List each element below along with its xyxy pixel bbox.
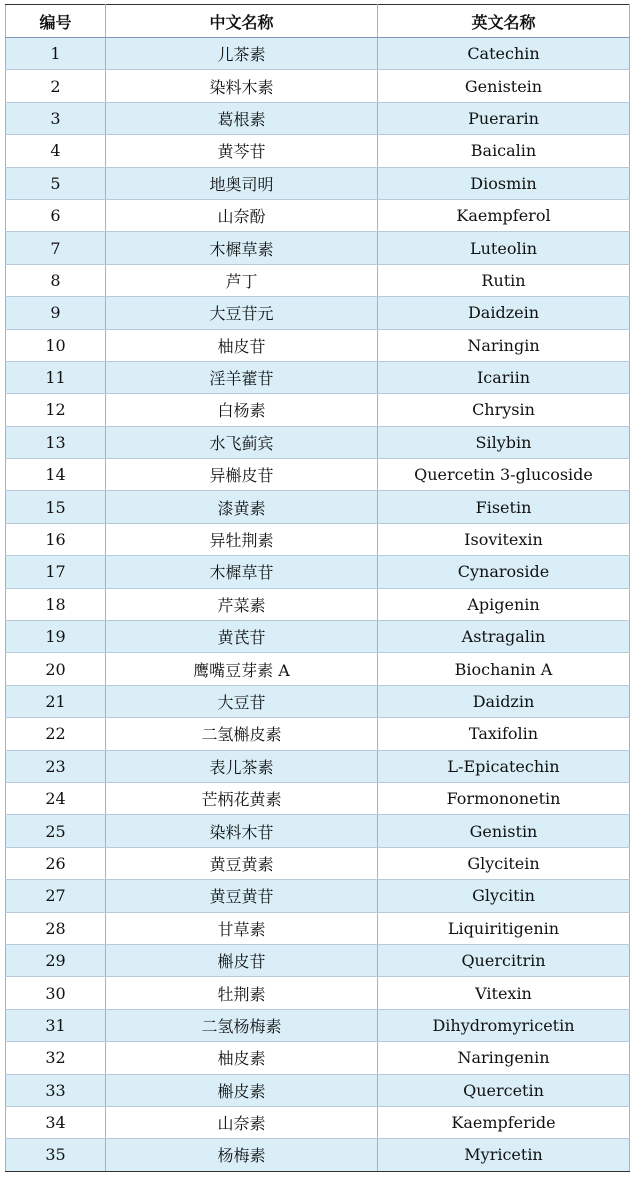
header-chinese-name: 中文名称 xyxy=(106,5,378,38)
table-row xyxy=(6,102,630,134)
table-row xyxy=(6,718,630,750)
cell-chinese-name: 白杨素 xyxy=(106,394,378,426)
table-row xyxy=(6,912,630,944)
cell-number: 19 xyxy=(6,621,106,653)
cell-number: 15 xyxy=(6,491,106,523)
cell-chinese-name: 芒柄花黄素 xyxy=(106,782,378,814)
cell-number: 13 xyxy=(6,426,106,458)
cell-english-name: Quercetin xyxy=(378,1074,630,1106)
cell-chinese-name: 芦丁 xyxy=(106,264,378,296)
cell-chinese-name: 染料木苷 xyxy=(106,815,378,847)
cell-english-name: Cynaroside xyxy=(378,556,630,588)
cell-chinese-name: 山奈素 xyxy=(106,1106,378,1138)
cell-number: 31 xyxy=(6,1009,106,1041)
cell-english-name: Genistin xyxy=(378,815,630,847)
cell-chinese-name: 鹰嘴豆芽素 A xyxy=(106,653,378,685)
cell-chinese-name: 异槲皮苷 xyxy=(106,459,378,491)
cell-chinese-name: 柚皮苷 xyxy=(106,329,378,361)
cell-english-name: Chrysin xyxy=(378,394,630,426)
cell-english-name: Icariin xyxy=(378,361,630,393)
compound-table-container xyxy=(5,4,629,1172)
cell-english-name: Naringenin xyxy=(378,1042,630,1074)
cell-english-name: Isovitexin xyxy=(378,523,630,555)
cell-english-name: Genistein xyxy=(378,70,630,102)
table-row xyxy=(6,685,630,717)
table-row xyxy=(6,459,630,491)
cell-chinese-name: 淫羊藿苷 xyxy=(106,361,378,393)
table-row xyxy=(6,135,630,167)
cell-english-name: Apigenin xyxy=(378,588,630,620)
cell-chinese-name: 黄芪苷 xyxy=(106,621,378,653)
cell-chinese-name: 山奈酚 xyxy=(106,199,378,231)
cell-chinese-name: 甘草素 xyxy=(106,912,378,944)
table-row xyxy=(6,167,630,199)
table-row xyxy=(6,38,630,70)
cell-chinese-name: 漆黄素 xyxy=(106,491,378,523)
table-row xyxy=(6,782,630,814)
cell-chinese-name: 柚皮素 xyxy=(106,1042,378,1074)
header-number: 编号 xyxy=(6,5,106,38)
cell-english-name: Silybin xyxy=(378,426,630,458)
cell-number: 28 xyxy=(6,912,106,944)
table-row xyxy=(6,815,630,847)
cell-number: 20 xyxy=(6,653,106,685)
cell-number: 8 xyxy=(6,264,106,296)
cell-number: 33 xyxy=(6,1074,106,1106)
cell-english-name: Baicalin xyxy=(378,135,630,167)
table-row xyxy=(6,264,630,296)
table-row xyxy=(6,426,630,458)
cell-number: 30 xyxy=(6,977,106,1009)
cell-english-name: Vitexin xyxy=(378,977,630,1009)
table-row xyxy=(6,329,630,361)
cell-number: 2 xyxy=(6,70,106,102)
table-row xyxy=(6,588,630,620)
cell-english-name: Biochanin A xyxy=(378,653,630,685)
cell-english-name: Fisetin xyxy=(378,491,630,523)
compound-table xyxy=(5,4,630,1172)
cell-number: 35 xyxy=(6,1139,106,1171)
cell-number: 29 xyxy=(6,944,106,976)
cell-chinese-name: 黄豆黄素 xyxy=(106,847,378,879)
cell-english-name: Quercetin 3-glucoside xyxy=(378,459,630,491)
cell-number: 32 xyxy=(6,1042,106,1074)
cell-english-name: Myricetin xyxy=(378,1139,630,1171)
cell-chinese-name: 表儿茶素 xyxy=(106,750,378,782)
table-row xyxy=(6,1042,630,1074)
cell-number: 16 xyxy=(6,523,106,555)
cell-english-name: Dihydromyricetin xyxy=(378,1009,630,1041)
cell-english-name: Kaempferol xyxy=(378,199,630,231)
cell-chinese-name: 牡荆素 xyxy=(106,977,378,1009)
cell-chinese-name: 黄芩苷 xyxy=(106,135,378,167)
cell-number: 12 xyxy=(6,394,106,426)
table-row xyxy=(6,1074,630,1106)
cell-number: 21 xyxy=(6,685,106,717)
cell-english-name: Formononetin xyxy=(378,782,630,814)
cell-number: 1 xyxy=(6,38,106,70)
table-row xyxy=(6,394,630,426)
cell-number: 34 xyxy=(6,1106,106,1138)
cell-number: 17 xyxy=(6,556,106,588)
cell-chinese-name: 槲皮素 xyxy=(106,1074,378,1106)
cell-chinese-name: 二氢杨梅素 xyxy=(106,1009,378,1041)
cell-english-name: Taxifolin xyxy=(378,718,630,750)
cell-english-name: Kaempferide xyxy=(378,1106,630,1138)
table-row xyxy=(6,944,630,976)
cell-number: 18 xyxy=(6,588,106,620)
table-row xyxy=(6,70,630,102)
table-row xyxy=(6,880,630,912)
table-row xyxy=(6,653,630,685)
cell-number: 25 xyxy=(6,815,106,847)
table-row xyxy=(6,621,630,653)
cell-chinese-name: 水飞蓟宾 xyxy=(106,426,378,458)
cell-chinese-name: 黄豆黄苷 xyxy=(106,880,378,912)
cell-english-name: Luteolin xyxy=(378,232,630,264)
cell-chinese-name: 葛根素 xyxy=(106,102,378,134)
cell-number: 5 xyxy=(6,167,106,199)
cell-chinese-name: 染料木素 xyxy=(106,70,378,102)
cell-english-name: Astragalin xyxy=(378,621,630,653)
header-english-name: 英文名称 xyxy=(378,5,630,38)
cell-english-name: Glycitein xyxy=(378,847,630,879)
cell-chinese-name: 木樨草素 xyxy=(106,232,378,264)
cell-chinese-name: 杨梅素 xyxy=(106,1139,378,1171)
cell-english-name: Glycitin xyxy=(378,880,630,912)
table-row xyxy=(6,523,630,555)
cell-number: 9 xyxy=(6,297,106,329)
cell-english-name: Daidzein xyxy=(378,297,630,329)
cell-number: 4 xyxy=(6,135,106,167)
cell-english-name: Daidzin xyxy=(378,685,630,717)
cell-english-name: Liquiritigenin xyxy=(378,912,630,944)
cell-number: 22 xyxy=(6,718,106,750)
cell-chinese-name: 槲皮苷 xyxy=(106,944,378,976)
table-row xyxy=(6,750,630,782)
table-row xyxy=(6,1139,630,1171)
cell-english-name: Naringin xyxy=(378,329,630,361)
cell-number: 23 xyxy=(6,750,106,782)
cell-english-name: Diosmin xyxy=(378,167,630,199)
table-row xyxy=(6,199,630,231)
cell-english-name: L-Epicatechin xyxy=(378,750,630,782)
cell-number: 7 xyxy=(6,232,106,264)
table-row xyxy=(6,556,630,588)
table-row xyxy=(6,491,630,523)
cell-number: 26 xyxy=(6,847,106,879)
cell-english-name: Puerarin xyxy=(378,102,630,134)
table-row xyxy=(6,232,630,264)
table-row xyxy=(6,361,630,393)
cell-number: 11 xyxy=(6,361,106,393)
cell-english-name: Rutin xyxy=(378,264,630,296)
cell-chinese-name: 芹菜素 xyxy=(106,588,378,620)
cell-number: 14 xyxy=(6,459,106,491)
table-row xyxy=(6,1009,630,1041)
cell-chinese-name: 二氢槲皮素 xyxy=(106,718,378,750)
cell-number: 3 xyxy=(6,102,106,134)
table-row xyxy=(6,847,630,879)
cell-chinese-name: 大豆苷元 xyxy=(106,297,378,329)
table-row xyxy=(6,297,630,329)
cell-chinese-name: 大豆苷 xyxy=(106,685,378,717)
cell-chinese-name: 儿茶素 xyxy=(106,38,378,70)
header-row xyxy=(6,5,630,38)
table-row xyxy=(6,1106,630,1138)
cell-number: 27 xyxy=(6,880,106,912)
cell-chinese-name: 木樨草苷 xyxy=(106,556,378,588)
cell-chinese-name: 异牡荆素 xyxy=(106,523,378,555)
table-row xyxy=(6,977,630,1009)
cell-number: 6 xyxy=(6,199,106,231)
cell-chinese-name: 地奥司明 xyxy=(106,167,378,199)
cell-number: 10 xyxy=(6,329,106,361)
cell-number: 24 xyxy=(6,782,106,814)
cell-english-name: Quercitrin xyxy=(378,944,630,976)
table-body xyxy=(6,38,630,1172)
cell-english-name: Catechin xyxy=(378,38,630,70)
